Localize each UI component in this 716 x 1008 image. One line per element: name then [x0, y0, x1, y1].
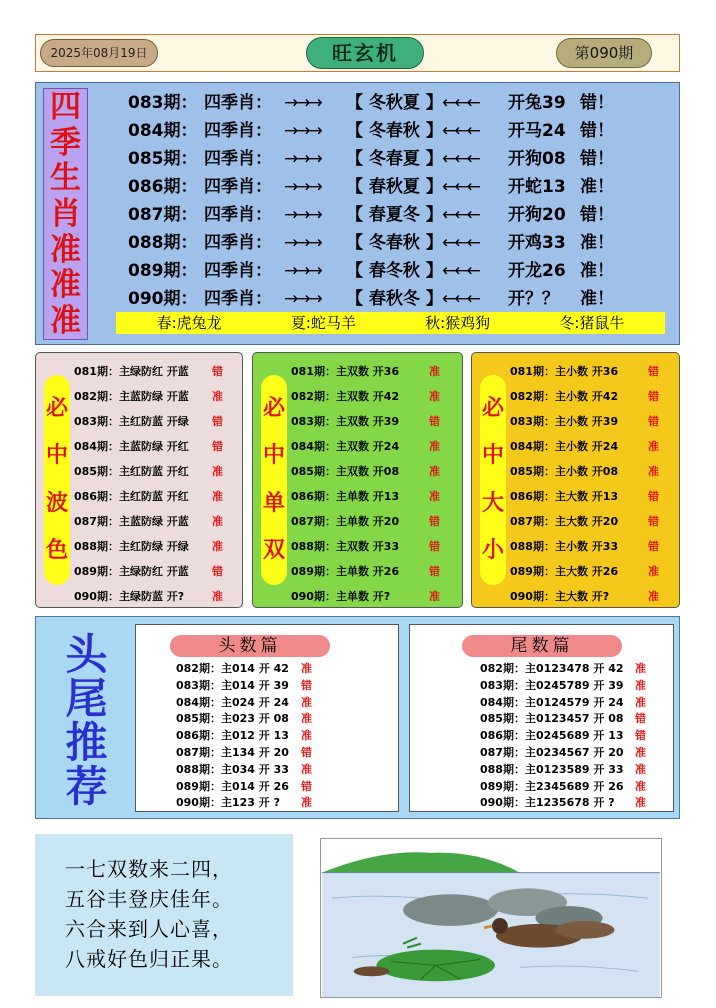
result-mark: 准！	[580, 177, 614, 197]
result-mark: 准	[635, 745, 646, 759]
season-label: 四季肖：	[204, 93, 272, 113]
list-item	[480, 728, 646, 745]
result-mark: 准	[648, 590, 659, 603]
duck	[555, 921, 614, 939]
issue-badge: 第090期	[556, 38, 652, 68]
four-seasons-rows	[128, 89, 668, 313]
row-text: 082期：主014 开 42	[176, 662, 289, 675]
open-result: 开鸡33	[508, 233, 566, 253]
big-small-rows	[510, 359, 680, 609]
row-text: 090期：主123 开 ?	[176, 796, 280, 810]
row-text: 086期：主红防蓝 开红	[74, 490, 189, 503]
list-item	[480, 795, 646, 812]
result-mark: 错！	[580, 121, 614, 141]
row-text: 085期：主023 开 08	[176, 712, 289, 726]
row-text: 086期：主012 开 13	[176, 729, 289, 743]
row-text: 081期：主小数 开36	[510, 365, 619, 378]
list-item	[74, 434, 244, 459]
season-row	[128, 201, 668, 229]
arrow-left-icon: ←←←	[442, 233, 479, 253]
result-mark: 错！	[580, 149, 614, 169]
title-char: 双	[262, 538, 285, 564]
result-mark: 错	[648, 415, 659, 428]
list-item	[291, 409, 461, 434]
title-char: 荐	[65, 762, 108, 811]
legend-item: 春:虎兔龙	[156, 314, 222, 332]
arrow-left-icon: ←←←	[442, 121, 479, 141]
list-item	[176, 745, 312, 762]
list-item	[176, 661, 312, 678]
row-text: 090期：主大数 开?	[510, 590, 610, 603]
result-mark: 准	[212, 465, 223, 478]
list-item	[480, 695, 646, 712]
result-mark: 错	[212, 415, 223, 428]
row-text: 084期：主024 开 24	[176, 695, 289, 709]
list-item	[291, 584, 461, 609]
row-text: 087期：主0234567 开 20	[480, 745, 624, 759]
list-item	[176, 779, 312, 796]
title-char: 肖	[50, 195, 81, 232]
result-mark: 准	[635, 662, 646, 675]
ducks-on-rocks-illustration	[320, 838, 662, 998]
list-item	[510, 559, 680, 584]
season-row	[128, 89, 668, 117]
row-text: 082期：主双数 开42	[291, 390, 400, 403]
season-label: 四季肖：	[204, 205, 272, 225]
title-char: 单	[262, 490, 285, 516]
row-text: 089期：主单数 开26	[291, 565, 400, 578]
season-label: 四季肖：	[204, 149, 272, 169]
result-mark: 准	[429, 590, 440, 603]
result-mark: 准	[429, 440, 440, 453]
row-text: 084期：主小数 开24	[510, 440, 619, 453]
period-label: 087期：	[128, 205, 198, 225]
list-item	[74, 559, 244, 584]
rock	[403, 894, 498, 926]
arrow-right-icon: →→→	[284, 149, 321, 169]
row-text: 086期：主大数 开13	[510, 490, 619, 503]
result-mark: 错！	[580, 205, 614, 225]
list-item	[291, 484, 461, 509]
result-mark: 错	[301, 745, 312, 759]
result-mark: 错	[301, 678, 312, 692]
season-label: 四季肖：	[204, 233, 272, 253]
period-label: 090期：	[128, 289, 198, 309]
poem-line: 一七双数来二四，	[65, 857, 233, 881]
row-text: 088期：主红防绿 开绿	[74, 540, 189, 553]
season-row	[128, 229, 668, 257]
title-char: 季	[50, 124, 81, 161]
list-item	[74, 534, 244, 559]
season-label: 四季肖：	[204, 121, 272, 141]
list-item	[480, 745, 646, 762]
result-mark: 准	[212, 390, 223, 403]
open-result: 开狗20	[508, 205, 566, 225]
title-char: 四	[50, 88, 81, 125]
season-combo: 【 春秋夏 】	[346, 177, 443, 197]
row-text: 084期：主双数 开24	[291, 440, 400, 453]
list-item	[480, 779, 646, 796]
list-item	[291, 359, 461, 384]
result-mark: 准	[648, 565, 659, 578]
open-result: 开兔39	[508, 93, 566, 113]
result-mark: 错	[212, 365, 223, 378]
legend-item: 冬:猪鼠牛	[559, 314, 625, 332]
open-result: 开马24	[508, 121, 566, 141]
result-mark: 准！	[580, 233, 614, 253]
row-text: 083期：主双数 开39	[291, 415, 400, 428]
row-text: 082期：主小数 开42	[510, 390, 619, 403]
list-item	[510, 534, 680, 559]
result-mark: 准！	[580, 261, 614, 281]
result-mark: 准	[635, 779, 646, 793]
result-mark: 准	[212, 515, 223, 528]
poem-line: 五谷丰登庆佳年。	[65, 887, 233, 911]
title-char: 中	[262, 443, 285, 469]
list-item	[480, 678, 646, 695]
title-char: 准	[50, 267, 81, 304]
row-text: 085期：主双数 开08	[291, 465, 400, 478]
head-number-rows	[176, 661, 312, 812]
row-text: 082期：主0123478 开 42	[480, 662, 624, 675]
arrow-right-icon: →→→	[284, 233, 321, 253]
period-label: 089期：	[128, 261, 198, 281]
row-text: 089期：主014 开 26	[176, 779, 289, 793]
period-label: 088期：	[128, 233, 198, 253]
list-item	[510, 509, 680, 534]
list-item	[74, 509, 244, 534]
list-item	[176, 728, 312, 745]
big-small-title	[480, 375, 506, 585]
season-label: 四季肖：	[204, 261, 272, 281]
arrow-right-icon: →→→	[284, 289, 321, 309]
arrow-left-icon: ←←←	[442, 289, 479, 309]
row-text: 083期：主0245789 开 39	[480, 678, 624, 692]
result-mark: 准	[648, 440, 659, 453]
result-mark: 错！	[580, 93, 614, 113]
arrow-right-icon: →→→	[284, 121, 321, 141]
row-text: 087期：主大数 开20	[510, 515, 619, 528]
open-result: 开龙26	[508, 261, 566, 281]
title-char: 必	[45, 395, 68, 421]
head-tail-title	[44, 630, 129, 811]
row-text: 090期：主绿防蓝 开?	[74, 590, 185, 603]
result-mark: 准	[212, 540, 223, 553]
row-text: 083期：主小数 开39	[510, 415, 619, 428]
period-label: 085期：	[128, 149, 198, 169]
list-item	[291, 384, 461, 409]
result-mark: 错	[648, 365, 659, 378]
title-char: 大	[481, 490, 504, 516]
tail-number-header: 尾数篇	[462, 635, 622, 657]
row-text: 086期：主0245689 开 13	[480, 729, 624, 743]
title-char: 必	[262, 395, 285, 421]
arrow-right-icon: →→→	[284, 205, 321, 225]
row-text: 088期：主小数 开33	[510, 540, 619, 553]
season-row	[128, 145, 668, 173]
four-seasons-section	[35, 82, 680, 345]
title-char: 尾	[65, 674, 108, 723]
list-item	[480, 762, 646, 779]
head-number-header: 头数篇	[170, 635, 330, 657]
title-char: 中	[45, 443, 68, 469]
list-item	[176, 695, 312, 712]
season-label: 四季肖：	[204, 177, 272, 197]
odd-even-panel	[252, 352, 463, 608]
head-tail-section	[35, 616, 680, 819]
result-mark: 错	[648, 540, 659, 553]
result-mark: 准	[301, 729, 312, 743]
list-item	[291, 434, 461, 459]
row-text: 089期：主大数 开26	[510, 565, 619, 578]
result-mark: 准	[635, 796, 646, 810]
list-item	[291, 559, 461, 584]
list-item	[510, 584, 680, 609]
list-item	[510, 459, 680, 484]
list-item	[510, 434, 680, 459]
result-mark: 错	[429, 515, 440, 528]
arrow-left-icon: ←←←	[442, 149, 479, 169]
poem-line: 八戒好色归正果。	[65, 947, 233, 971]
row-text: 082期：主蓝防绿 开蓝	[74, 390, 189, 403]
result-mark: 错	[212, 440, 223, 453]
wave-color-panel	[35, 352, 243, 608]
title-char: 色	[45, 538, 68, 564]
result-mark: 准	[301, 662, 312, 675]
row-text: 084期：主0124579 开 24	[480, 695, 624, 709]
period-label: 083期：	[128, 93, 198, 113]
result-mark: 准	[301, 796, 312, 810]
list-item	[74, 484, 244, 509]
season-combo: 【 冬春秋 】	[346, 121, 443, 141]
season-combo: 【 春秋冬 】	[346, 289, 443, 309]
list-item	[510, 484, 680, 509]
result-mark: 准	[301, 762, 312, 776]
title-char: 必	[481, 395, 504, 421]
list-item	[176, 678, 312, 695]
arrow-left-icon: ←←←	[442, 93, 479, 113]
result-mark: 错	[648, 490, 659, 503]
four-seasons-title	[43, 88, 88, 340]
result-mark: 准	[429, 365, 440, 378]
list-item	[510, 409, 680, 434]
row-text: 081期：主绿防红 开蓝	[74, 365, 189, 378]
title-char: 小	[481, 538, 504, 564]
result-mark: 准	[635, 678, 646, 692]
row-text: 084期：主蓝防绿 开红	[74, 440, 189, 453]
big-small-panel	[471, 352, 680, 608]
open-result: 开蛇13	[508, 177, 566, 197]
arrow-left-icon: ←←←	[442, 261, 479, 281]
result-mark: 错	[212, 565, 223, 578]
result-mark: 准	[212, 490, 223, 503]
row-text: 087期：主蓝防绿 开蓝	[74, 515, 189, 528]
title-char: 中	[481, 443, 504, 469]
odd-even-title	[261, 375, 287, 585]
row-text: 083期：主014 开 39	[176, 678, 289, 692]
title-char: 生	[50, 160, 81, 197]
odd-even-rows	[291, 359, 461, 609]
wave-color-rows	[74, 359, 244, 609]
list-item	[74, 409, 244, 434]
title-char: 头	[65, 630, 108, 679]
date-badge: 2025年08月19日	[40, 39, 158, 67]
poem-box	[35, 834, 293, 996]
row-text: 086期：主单数 开13	[291, 490, 400, 503]
row-text: 088期：主双数 开33	[291, 540, 400, 553]
list-item	[74, 359, 244, 384]
arrow-right-icon: →→→	[284, 177, 321, 197]
legend-item: 秋:猴鸡狗	[425, 314, 491, 332]
list-item	[510, 384, 680, 409]
list-item	[291, 509, 461, 534]
season-combo: 【 春夏冬 】	[346, 205, 443, 225]
list-item	[74, 584, 244, 609]
page-title: 旺玄机	[306, 37, 424, 69]
arrow-left-icon: ←←←	[442, 205, 479, 225]
title-char: 波	[45, 490, 68, 516]
period-label: 084期：	[128, 121, 198, 141]
open-result: 开狗08	[508, 149, 566, 169]
poem-line: 六合来到人心喜，	[65, 917, 233, 941]
tail-number-rows	[480, 661, 646, 812]
result-mark: 准	[301, 695, 312, 709]
list-item	[291, 534, 461, 559]
result-mark: 错	[648, 515, 659, 528]
result-mark: 错	[429, 565, 440, 578]
row-text: 083期：主红防蓝 开绿	[74, 415, 189, 428]
title-char: 推	[65, 718, 108, 767]
head-number-panel	[135, 624, 399, 812]
row-text: 087期：主134 开 20	[176, 745, 289, 759]
row-text: 088期：主0123589 开 33	[480, 762, 624, 776]
row-text: 088期：主034 开 33	[176, 762, 289, 776]
tail-number-panel	[409, 624, 674, 812]
list-item	[176, 711, 312, 728]
result-mark: 准	[429, 390, 440, 403]
result-mark: 错	[429, 415, 440, 428]
list-item	[480, 661, 646, 678]
season-row	[128, 285, 668, 313]
list-item	[74, 384, 244, 409]
list-item	[510, 359, 680, 384]
season-combo: 【 冬春秋 】	[346, 233, 443, 253]
season-label: 四季肖：	[204, 289, 272, 309]
result-mark: 准	[635, 762, 646, 776]
list-item	[480, 711, 646, 728]
header-bar	[35, 34, 680, 72]
legend-item: 夏:蛇马羊	[290, 314, 356, 332]
list-item	[291, 459, 461, 484]
row-text: 085期：主红防蓝 开红	[74, 465, 189, 478]
result-mark: 错	[301, 779, 312, 793]
result-mark: 错	[648, 390, 659, 403]
season-row	[128, 257, 668, 285]
list-item	[176, 795, 312, 812]
arrow-right-icon: →→→	[284, 93, 321, 113]
row-text: 090期：主1235678 开 ?	[480, 796, 615, 810]
season-combo: 【 冬秋夏 】	[346, 93, 443, 113]
result-mark: 准	[429, 465, 440, 478]
result-mark: 准	[212, 590, 223, 603]
row-text: 085期：主小数 开08	[510, 465, 619, 478]
row-text: 089期：主绿防红 开蓝	[74, 565, 189, 578]
result-mark: 准！	[580, 289, 614, 309]
row-text: 085期：主0123457 开 08	[480, 712, 624, 726]
open-result: 开？？	[508, 289, 559, 309]
result-mark: 准	[648, 465, 659, 478]
period-label: 086期：	[128, 177, 198, 197]
season-row	[128, 117, 668, 145]
row-text: 089期：主2345689 开 26	[480, 779, 624, 793]
result-mark: 准	[635, 695, 646, 709]
result-mark: 错	[635, 729, 646, 743]
season-combo: 【 春冬秋 】	[346, 261, 443, 281]
season-row	[128, 173, 668, 201]
list-item	[176, 762, 312, 779]
arrow-right-icon: →→→	[284, 261, 321, 281]
season-legend	[116, 312, 665, 334]
row-text: 081期：主双数 开36	[291, 365, 400, 378]
result-mark: 准	[301, 712, 312, 726]
arrow-left-icon: ←←←	[442, 177, 479, 197]
row-text: 087期：主单数 开20	[291, 515, 400, 528]
title-char: 准	[50, 231, 81, 268]
season-combo: 【 冬春夏 】	[346, 149, 443, 169]
wave-color-title	[44, 375, 70, 585]
result-mark: 准	[429, 490, 440, 503]
list-item	[74, 459, 244, 484]
row-text: 090期：主单数 开?	[291, 590, 391, 603]
result-mark: 错	[635, 712, 646, 726]
result-mark: 错	[429, 540, 440, 553]
title-char: 准	[50, 303, 81, 340]
